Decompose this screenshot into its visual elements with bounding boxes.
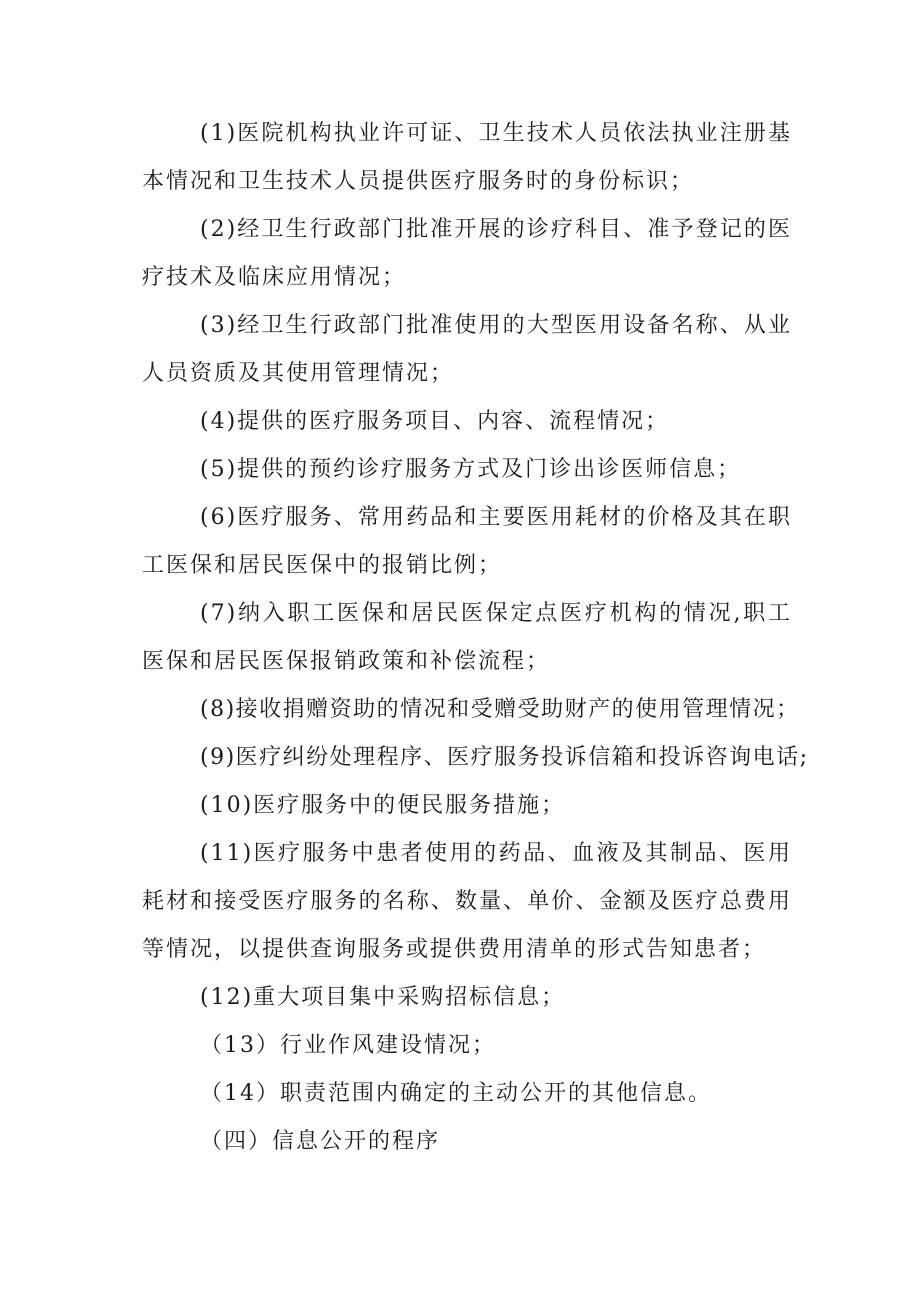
paragraph-item-2: (2)经卫生行政部门批准开展的诊疗科目、准予登记的医疗技术及临床应用情况；: [142, 217, 792, 290]
paragraph-item-3: (3)经卫生行政部门批准使用的大型医用设备名称、从业人员资质及其使用管理情况；: [142, 313, 792, 386]
paragraph-item-5: (5)提供的预约诊疗服务方式及门诊出诊医师信息；: [200, 457, 742, 482]
paragraph-item-14: （14）职责范围内确定的主动公开的其他信息。: [200, 1081, 712, 1106]
section-heading-four: （四）信息公开的程序: [200, 1129, 441, 1154]
paragraph-item-11: (11)医疗服务中患者使用的药品、血液及其制品、医用耗材和接受医疗服务的名称、数量、单价、金额及医疗总费用等情况，以提供查询服务或提供费用清单的形式告知患者；: [142, 841, 792, 962]
paragraph-item-4: (4)提供的医疗服务项目、内容、流程情况；: [200, 409, 670, 434]
document-body: [142, 110, 809, 1166]
paragraph-item-10: (10)医疗服务中的便民服务措施；: [200, 793, 566, 818]
paragraph-item-1: (1)医院机构执业许可证、卫生技术人员依法执业注册基本情况和卫生技术人员提供医疗服务时的身份标识；: [142, 121, 792, 194]
paragraph-item-8: (8)接收捐赠资助的情况和受赠受助财产的使用管理情况；: [200, 697, 800, 722]
paragraph-item-13: （13）行业作风建设情况；: [200, 1033, 496, 1058]
paragraph-item-6: (6)医疗服务、常用药品和主要医用耗材的价格及其在职工医保和居民医保中的报销比例；: [142, 505, 792, 578]
paragraph-item-9: (9)医疗纠纷处理程序、医疗服务投诉信箱和投诉咨询电话;: [200, 745, 809, 770]
paragraph-item-12: (12)重大项目集中采购招标信息；: [200, 985, 566, 1010]
paragraph-item-7: (7)纳入职工医保和居民医保定点医疗机构的情况,职工医保和居民医保报销政策和补偿流程；: [142, 601, 792, 674]
